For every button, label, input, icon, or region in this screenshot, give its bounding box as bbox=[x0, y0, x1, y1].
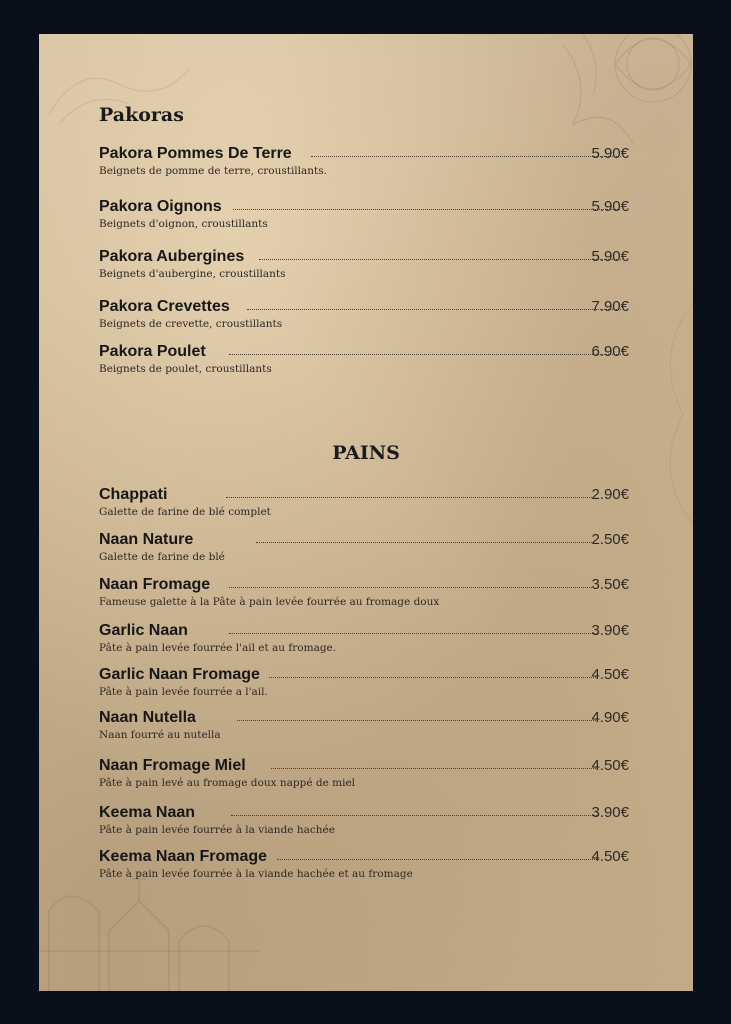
item-description: Naan fourré au nutella bbox=[99, 729, 221, 741]
item-price: 3.90€ bbox=[591, 622, 629, 639]
item-description: Beignets de pomme de terre, croustillants. bbox=[99, 165, 327, 177]
item-price: 7.90€ bbox=[591, 298, 629, 315]
menu-item bbox=[99, 666, 629, 706]
item-name: Keema Naan bbox=[99, 804, 196, 821]
item-name: Garlic Naan bbox=[99, 622, 188, 639]
menu-item bbox=[99, 622, 629, 662]
item-name: Naan Fromage bbox=[99, 576, 211, 593]
dot-leader bbox=[233, 209, 620, 210]
item-description: Beignets d'oignon, croustillants bbox=[99, 218, 268, 230]
dot-leader bbox=[277, 859, 599, 860]
item-description: Pâte à pain levée fourrée a l'ail. bbox=[99, 686, 268, 698]
menu-item bbox=[99, 848, 629, 888]
item-name: Naan Nutella bbox=[99, 709, 196, 726]
item-description: Beignets de crevette, croustillants bbox=[99, 318, 283, 330]
item-name: Garlic Naan Fromage bbox=[99, 666, 260, 683]
dot-leader bbox=[269, 677, 596, 678]
dot-leader bbox=[229, 587, 594, 588]
dot-leader bbox=[229, 633, 597, 634]
item-name: Pakora Pommes De Terre bbox=[99, 145, 292, 162]
section-title-pains: PAINS bbox=[332, 442, 400, 464]
item-name: Pakora Crevettes bbox=[99, 298, 230, 315]
menu-item bbox=[99, 343, 629, 383]
item-name: Naan Fromage Miel bbox=[99, 757, 246, 774]
dot-leader bbox=[229, 354, 621, 355]
item-price: 4.90€ bbox=[591, 709, 629, 726]
dot-leader bbox=[259, 259, 621, 260]
item-description: Beignets de poulet, croustillants bbox=[99, 363, 272, 375]
menu-item bbox=[99, 531, 629, 571]
item-name: Naan Nature bbox=[99, 531, 194, 548]
menu-item bbox=[99, 298, 629, 338]
menu-item bbox=[99, 709, 629, 749]
item-description: Pâte à pain levée fourrée l'ail et au fromage. bbox=[99, 642, 337, 654]
item-name: Chappati bbox=[99, 486, 168, 503]
item-price: 2.50€ bbox=[591, 531, 629, 548]
dot-leader bbox=[247, 309, 621, 310]
item-price: 5.90€ bbox=[591, 198, 629, 215]
menu-item bbox=[99, 486, 629, 526]
corner-ornament bbox=[533, 34, 693, 154]
item-price: 3.90€ bbox=[591, 804, 629, 821]
section-title-pakoras: Pakoras bbox=[99, 104, 184, 126]
item-price: 4.50€ bbox=[591, 757, 629, 774]
menu-item bbox=[99, 248, 629, 288]
item-price: 4.50€ bbox=[591, 666, 629, 683]
menu-item bbox=[99, 804, 629, 844]
menu-item bbox=[99, 576, 629, 616]
right-ornament bbox=[633, 294, 693, 534]
item-description: Fameuse galette à la Pâte à pain levée fourrée au fromage doux bbox=[99, 596, 440, 608]
item-price: 5.90€ bbox=[591, 248, 629, 265]
dot-leader bbox=[231, 815, 599, 816]
item-name: Pakora Oignons bbox=[99, 198, 222, 215]
dot-leader bbox=[256, 542, 594, 543]
item-price: 3.50€ bbox=[591, 576, 629, 593]
item-price: 4.50€ bbox=[591, 848, 629, 865]
menu-item bbox=[99, 145, 629, 185]
item-name: Pakora Poulet bbox=[99, 343, 206, 360]
item-description: Galette de farine de blé complet bbox=[99, 506, 271, 518]
menu-page bbox=[39, 34, 693, 991]
item-name: Keema Naan Fromage bbox=[99, 848, 268, 865]
dot-leader bbox=[237, 720, 596, 721]
menu-item bbox=[99, 198, 629, 238]
item-name: Pakora Aubergines bbox=[99, 248, 245, 265]
item-description: Pâte à pain levé au fromage doux nappé de miel bbox=[99, 777, 356, 789]
item-description: Pâte à pain levée fourrée à la viande hachée et au fromage bbox=[99, 868, 413, 880]
item-price: 2.90€ bbox=[591, 486, 629, 503]
item-description: Galette de farine de blé bbox=[99, 551, 225, 563]
item-price: 6.90€ bbox=[591, 343, 629, 360]
dot-leader bbox=[226, 497, 594, 498]
item-description: Beignets d'aubergine, croustillants bbox=[99, 268, 286, 280]
item-description: Pâte à pain levée fourrée à la viande hachée bbox=[99, 824, 335, 836]
dot-leader bbox=[271, 768, 596, 769]
dot-leader bbox=[311, 156, 621, 157]
item-price: 5.90€ bbox=[591, 145, 629, 162]
menu-item bbox=[99, 757, 629, 797]
